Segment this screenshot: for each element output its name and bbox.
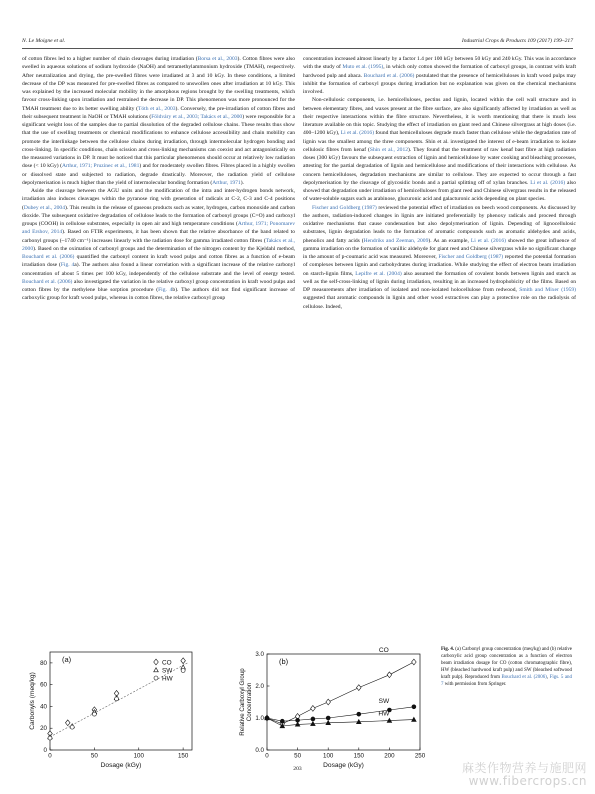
legend-marker xyxy=(154,676,158,680)
data-point xyxy=(357,685,362,691)
data-point xyxy=(65,720,70,726)
text-run: reviewed the potential effect of irradiation on beech wood components. As discussed by the authors, radiation-induced changes in lignin are initiated preferentially by phenoxy radicals and proceed through oxidative mechanisms that cause condensation but also depolymerisation of lignin. Depending of lignocellulosic substrates, lignin degradation leads to the formation of aromatic compounds such as aromatic aldehydes and acids, phenolics and fatty acids ( xyxy=(303,204,576,244)
data-point xyxy=(92,712,96,716)
text-run: postulated that the presence of hemicelluloses in kraft wood pulps may inhibit the formation of carboxyl groups during irradiation but no explanation was given on the chemical mechanisms involved. xyxy=(303,72,577,95)
data-point xyxy=(70,725,74,729)
text-run: ). They found that the treatment of raw kenaf bast fibre at high radiation doses (300 kGy) favours the subsequent extraction of lignin and hemicellulose by water cooking and bleaching processes, attesting for the partial degradation of lignin and hemicellulose and modifications of their interactions with cellulose. As concern hemicelluloses, degradation mechanisms are similar to cellulose. They are expected to occur through a fast depolymerisation by the cleavage of glycosidic bonds and a partial splitting off of xylan branches. xyxy=(303,146,576,186)
legend-marker xyxy=(154,668,159,672)
citation-link[interactable]: Bouchard et al. (2006) xyxy=(501,675,547,680)
data-point xyxy=(311,706,316,712)
citation-link[interactable]: Li et al. (2016) xyxy=(470,237,506,244)
citation-link[interactable]: Figs. 5 and 7 xyxy=(441,675,572,687)
figure-4 xyxy=(22,646,432,774)
citation-link[interactable]: Arthur, 1971; Pruzinec et al., 1981 xyxy=(61,163,140,170)
text-run: ) were responsible for a significant weight loss of the samples due to partial dissolution of the degraded cellulose chains. These results thus show that the use of swelling treatments or chemical modifications to enhance cellulose accessibility and chain mobility can promote the interlinkage between the cellulose chains during irradiation, through intermolecular hydrogen bonding and cross-linking. In specific conditions, chain scission and cross-linking mechanisms can coexist and act antagonistically on the measured variations in DP. It must be noticed that this particular phenomenon should occur at relatively low radiation dose (< 10 kGy) ( xyxy=(22,113,295,170)
series-line xyxy=(267,662,414,724)
text-run: ). Based on the oximation of carbonyl groups and the determination of the nitrogen content by the Kjeldahl method, xyxy=(33,245,295,252)
citation-link[interactable]: Takács et al., 2000 xyxy=(22,237,296,252)
x-tick-label: 200 xyxy=(384,752,395,760)
y-tick-label: 20 xyxy=(40,725,47,733)
citation-link[interactable]: Dubey et al., 2004 xyxy=(23,204,65,211)
citation-link[interactable]: Arthur, 1971 xyxy=(212,179,241,186)
data-point xyxy=(181,658,186,664)
text-run: Non-cellulosic components, i.e. hemicelluloses, pectins and lignin, located within the cell wall structure and in between elementary fibres, and waxes present at the fibre surface, are also significantly affected by irradiation as well as their respective interactions within the fibre structure. Nevertheless, it is worth mentioning that there is much less literature available on this topic. Studying the effect of irradiation on giant reed and Chinese silvergrass at high doses (i.e. 400–1200 kGy), xyxy=(303,97,576,137)
citation-link[interactable]: Bouchard et al. (2006) xyxy=(22,254,75,260)
running-header-authors: N. Le Moigne et al. xyxy=(22,38,66,44)
citation-link[interactable]: Li et al. (2016) xyxy=(530,179,566,186)
y-axis-label: Concentration xyxy=(246,682,253,722)
x-tick-label: 100 xyxy=(323,752,334,760)
x-tick-label: 150 xyxy=(353,752,364,760)
x-axis-label: Dosage (kGy) xyxy=(323,762,364,769)
citation-link[interactable]: Bouchard et al. (2006) xyxy=(363,72,415,79)
text-run: ). xyxy=(240,179,244,186)
text-run: ). Based on FTIR experiments, it has been shown that the relative absorbance of the band related to carbonyl groups (~1740 cm⁻¹) increases linearly with the radiation dose for gamma irradiated cotton fibres ( xyxy=(22,229,295,244)
right-column-paragraph xyxy=(303,96,576,203)
caption-text: (a) Carbonyl group concentration (meq/kg) and (b) relative carboxylic acid group concentration as a function of electron beam irradiation dosage for CO (cotton chromatographic fibre), HW (bleached hardwood kraft pulp) and SW (bleached softwood kraft pulp). Reproduced from xyxy=(441,647,572,680)
y-tick-label: 1.0 xyxy=(255,715,264,722)
series-label: CO xyxy=(378,647,389,654)
citation-link[interactable]: Shin et al., 2012 xyxy=(369,146,409,153)
text-run: quantified the carbonyl content in kraft wood pulps and cotton fibres as a function of e-beam irradiation dose ( xyxy=(22,254,295,269)
text-run: also assumed the formation of covalent bonds between lignin and starch as well as the self-cross-linking of lignin during irradiation, resulting in an increased hydrophobicity of the films. Based on DP measurements after irradiation of isolated and non-isolated holocellulose from redwood, xyxy=(303,270,576,293)
y-tick-label: 3.0 xyxy=(255,651,264,658)
citation-link[interactable]: Fig. 4 xyxy=(60,262,75,269)
data-point xyxy=(311,717,315,721)
text-run: Aside the cleavage between the AGU units and the modification of the intra and inter-hydrogen bonds network, irradiation also induces cleavages within the pyranose ring with generation of radicals at C-2, C-3 and C-4 positions ( xyxy=(22,188,295,211)
data-point xyxy=(357,712,361,716)
data-point xyxy=(48,736,52,740)
data-point xyxy=(412,659,417,665)
running-header-journal: Industrial Crops & Products 109 (2017) 199–217 xyxy=(461,38,573,44)
citation-link[interactable]: Bouchard et al. (2006) xyxy=(22,278,73,285)
left-column xyxy=(22,55,295,303)
text-run: of cotton fibres led to a higher number of chain cleavages during irradiation ( xyxy=(22,56,198,62)
text-run: ). As an example, xyxy=(428,237,471,244)
text-run: suggested that aromatic compounds in lignin and other wood extractives can play a protective role on the radiolysis of cellulose. Indeed, xyxy=(303,295,576,310)
citation-link[interactable]: Arthur, 1971; Ponomarev and Ershov, 2014 xyxy=(22,221,295,236)
caption-text: , xyxy=(546,675,550,680)
series-label: SW xyxy=(378,697,390,705)
x-tick-label: 0 xyxy=(48,752,52,760)
y-tick-label: 60 xyxy=(40,681,47,689)
header-rule xyxy=(22,48,573,49)
citation-link[interactable]: Borsa et al., 2003 xyxy=(197,56,238,62)
text-run: found that hemicelluloses degrade much faster than cellulose while the degradation rate of lignin was the smallest among the three components. Shin et al. investigated the interest of e-beam irradiation to isolate cellulosic fibres from kenaf ( xyxy=(303,130,576,153)
series-label: HW xyxy=(378,710,390,718)
series-line xyxy=(267,707,414,721)
text-run: b). The authors did not find significant increase of carboxylic group for kraft wood pulps, whereas in cotton fibres, the relative carboxyl group xyxy=(22,287,295,302)
watermark-line-2: www.fibercrops.cn xyxy=(468,774,587,788)
right-column-paragraph xyxy=(303,55,576,96)
watermark xyxy=(462,762,587,788)
x-axis-label: Dosage (kGy) xyxy=(100,762,142,769)
y-axis-label: Carbonyls (meq/kg) xyxy=(29,672,36,730)
citation-link[interactable]: Földváry et al., 2003; Takács et al., 2000 xyxy=(151,113,243,120)
citation-link[interactable]: Li et al. (2016) xyxy=(340,130,375,137)
right-column xyxy=(303,55,576,311)
text-run: also showed that degradation under irradiation of hemicelluloses from giant reed and Chinese silvergrass results in the released of water-soluble sugars such as arabinose, glucuronic acid and galacturonic acids depending on plant species. xyxy=(303,179,576,203)
panel-label: (b) xyxy=(279,657,289,666)
text-run: , in which only cotton showed the formation of carboxyl groups, in contrast with kraft hardwood pulp and abaca. xyxy=(303,64,576,79)
citation-link[interactable]: Muto et al. (1995) xyxy=(342,64,384,71)
x-tick-label: 150 xyxy=(177,752,189,760)
x-tick-label: 250 xyxy=(414,752,426,760)
plot-frame xyxy=(267,654,420,750)
left-column-paragraph xyxy=(22,187,295,303)
legend-label: CO xyxy=(162,659,172,667)
text-run: reported the potential formation of complexes between lignin and carbohydrates during irradiation. While studying the effect of electron beam irradiation on starch-lignin films, xyxy=(303,254,576,277)
text-run: concentration increased almost linearly by a factor 1.4 per 100 kGy between 50 kGy and 240 kGy. This was in accordance with the study of xyxy=(303,56,576,71)
caption-label: Fig. 4. xyxy=(441,647,455,652)
y-tick-label: 0 xyxy=(43,747,47,754)
text-run: also investigated the variation in the relative carboxyl group concentration in kraft wood pulps and cotton fibres by the methylene blue sorption procedure ( xyxy=(22,278,295,293)
right-column-paragraph xyxy=(303,204,576,311)
watermark-line-1: 麻类作物营养与施肥网 xyxy=(461,761,587,775)
y-tick-label: 0.0 xyxy=(255,747,264,754)
data-point xyxy=(326,699,331,705)
figure-4-plots xyxy=(22,646,432,774)
data-point xyxy=(280,719,284,723)
citation-link[interactable]: Fischer and Goldberg (1987) xyxy=(312,204,377,211)
citation-link[interactable]: Hendriks and Zeeman, 2009 xyxy=(363,237,429,244)
x-tick-label: 0 xyxy=(265,752,269,760)
citation-link[interactable]: Tóth et al., 2003 xyxy=(138,105,176,112)
data-point xyxy=(387,672,392,678)
citation-link[interactable]: Fig. 4 xyxy=(158,287,173,293)
figure-caption xyxy=(441,646,572,688)
text-run: ). This results in the release of gaseous products such as water, hydrogen, carbon monoxide and carbon dioxide. The subsequent oxidative degradation of cellulose leads to the formation of carbonyl groups (C=O) and carboxyl groups (COOH) in cellulose substrates, especially in open air and high temperature conditions ( xyxy=(22,204,295,227)
x-tick-label: 50 xyxy=(294,752,302,760)
legend-label: SW xyxy=(162,667,173,675)
panel-label: (a) xyxy=(62,655,72,664)
data-point xyxy=(326,716,330,720)
series-line xyxy=(267,718,414,726)
citation-link[interactable]: Smith and Mixer (1959) xyxy=(519,287,576,293)
y-axis-label: Relative Carboxyl Group xyxy=(239,668,246,736)
x-tick-label: 50 xyxy=(90,752,98,760)
data-point xyxy=(181,669,185,673)
text-run: ). Cotton fibres were also swelled in aqueous solutions of sodium hydroxide (NaOH) and tetramethylammonium hydroxide (TMAH), respectively. After neutralization and drying, the pre-swelled fibres were irradiated at 3 and 10 kGy. In these conditions, a limited decrease of the DP was measured for pre-swelled fibres as compared to unswollen ones after irradiation at 10 kGy. This was explained by the increased molecular mobility in the amorphous regions brought by the swelling treatments, which favour cross-linking upon irradiation and restrained the decrease in DP. This phenomenon was more pronounced for the TMAH treatment due to its better swelling ability ( xyxy=(22,56,295,112)
y-tick-label: 40 xyxy=(40,703,47,711)
text-run: ). Conversely, the pre-irradiation of cotton fibres and their subsequent treatment in NaOH or TMAH solutions ( xyxy=(22,105,295,120)
y-tick-label: 80 xyxy=(40,659,47,667)
caption-text: with permission from Springer. xyxy=(443,682,507,687)
text-run: showed the great influence of gamma irradiation on the formation of vanillic aldehyde for giant reed and Chinese silvergrass while no significant change in the amount of p-coumaric acid was measured. Moreover, xyxy=(303,237,576,260)
legend-label: HW xyxy=(162,675,173,683)
legend-marker xyxy=(154,659,159,665)
page-number: 203 xyxy=(293,766,302,772)
left-column-paragraph xyxy=(22,55,295,187)
text-run: a). The authors also found a linear correlation with a significant increase of the relative carbonyl concentration of about 5 times per 100 kGy, independently of the cellulose substrate and the level of energy tested. xyxy=(22,262,295,277)
citation-link[interactable]: Lepifre et al. (2004) xyxy=(355,270,402,277)
citation-link[interactable]: Fischer and Goldberg (1987) xyxy=(438,254,504,260)
x-tick-label: 100 xyxy=(133,752,144,760)
data-point xyxy=(412,705,416,709)
text-run: ) and for moderately swollen fibres. Fibres placed in a highly swollen or dissolved state and subjected to radiation, degrade drastically. Moreover, the radiation yield of cellulose depolymerisation is much higher than the yield of intermolecular bonding formation ( xyxy=(22,163,295,186)
data-point xyxy=(115,697,119,701)
y-tick-label: 2.0 xyxy=(255,683,264,690)
